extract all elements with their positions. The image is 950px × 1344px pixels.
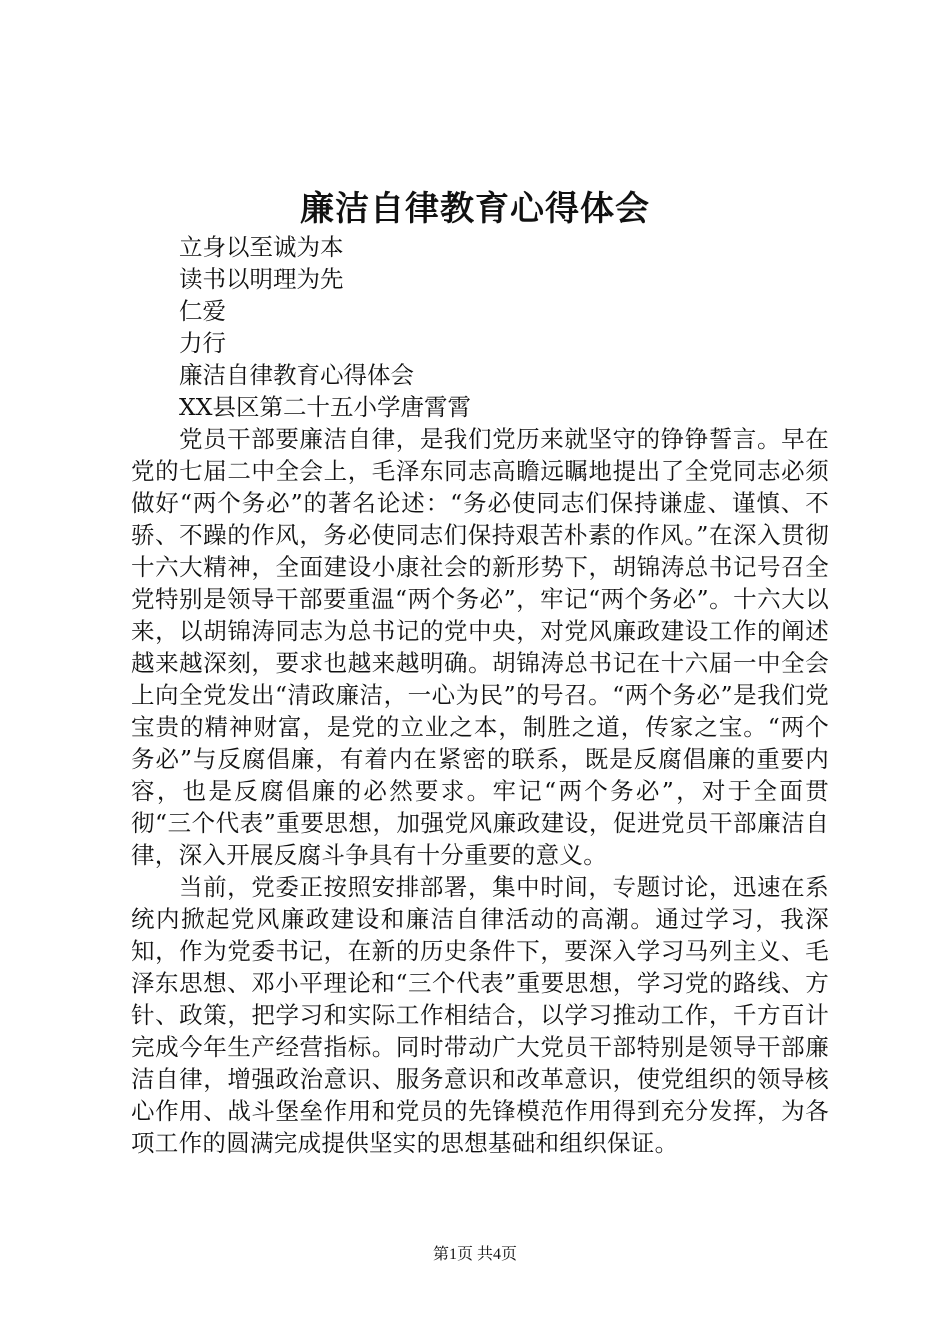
motto-line-3: 仁爱 — [179, 297, 226, 325]
document-title: 廉洁自律教育心得体会 — [300, 189, 650, 229]
author-line: XX县区第二十五小学唐霄霄 — [179, 393, 471, 421]
document-body — [131, 231, 829, 1159]
page-footer: 第1页 共4页 — [432, 1246, 517, 1263]
motto-line-4: 力行 — [179, 329, 226, 357]
motto-line-1: 立身以至诚为本 — [179, 233, 344, 261]
body-paragraph-2: 当前，党委正按照安排部署，集中时间，专题讨论，迅速在系统内掀起党风廉政建设和廉洁自律活动的高潮。通过学习，我深知，作为党委书记，在新的历史条件下，要深入学习马列主义、毛泽东思想、邓小平理论和“三个代表”重要思想，学习党的路线、方针、政策，把学习和实际工作相结合，以学习推动工作，千方百计完成今年生产经营指标。同时带动广大党员干部特别是领导干部廉洁自律，增强政治意识、服务意识和改革意识，使党组织的领导核心作用、战斗堡垒作用和党员的先锋模范作用得到充分发挥，为各项工作的圆满完成提供坚实的思想基础和组织保证。 — [131, 873, 829, 1157]
body-paragraph-1: 党员干部要廉洁自律，是我们党历来就坚守的铮铮誓言。早在党的七届二中全会上，毛泽东同志高瞻远瞩地提出了全党同志必须做好“两个务必”的著名论述：“务必使同志们保持谦虚、谨慎、不骄、不躁的作风，务必使同志们保持艰苦朴素的作风。”在深入贯彻十六大精神，全面建设小康社会的新形势下，胡锦涛总书记号召全党特别是领导干部要重温“两个务必”，牢记“两个务必”。十六大以来，以胡锦涛同志为总书记的党中央，对党风廉政建设工作的阐述越来越深刻，要求也越来越明确。胡锦涛总书记在十六届一中全会上向全党发出“清政廉洁，一心为民”的号召。“两个务必”是我们党宝贵的精神财富，是党的立业之本，制胜之道，传家之宝。“两个务必”与反腐倡廉，有着内在紧密的联系，既是反腐倡廉的重要内容，也是反腐倡廉的必然要求。牢记“两个务必”，对于全面贯彻“三个代表”重要思想，加强党风廉政建设，促进党员干部廉洁自律，深入开展反腐斗争具有十分重要的意义。 — [131, 425, 829, 869]
motto-line-2: 读书以明理为先 — [179, 265, 344, 293]
subtitle-line: 廉洁自律教育心得体会 — [179, 361, 414, 389]
